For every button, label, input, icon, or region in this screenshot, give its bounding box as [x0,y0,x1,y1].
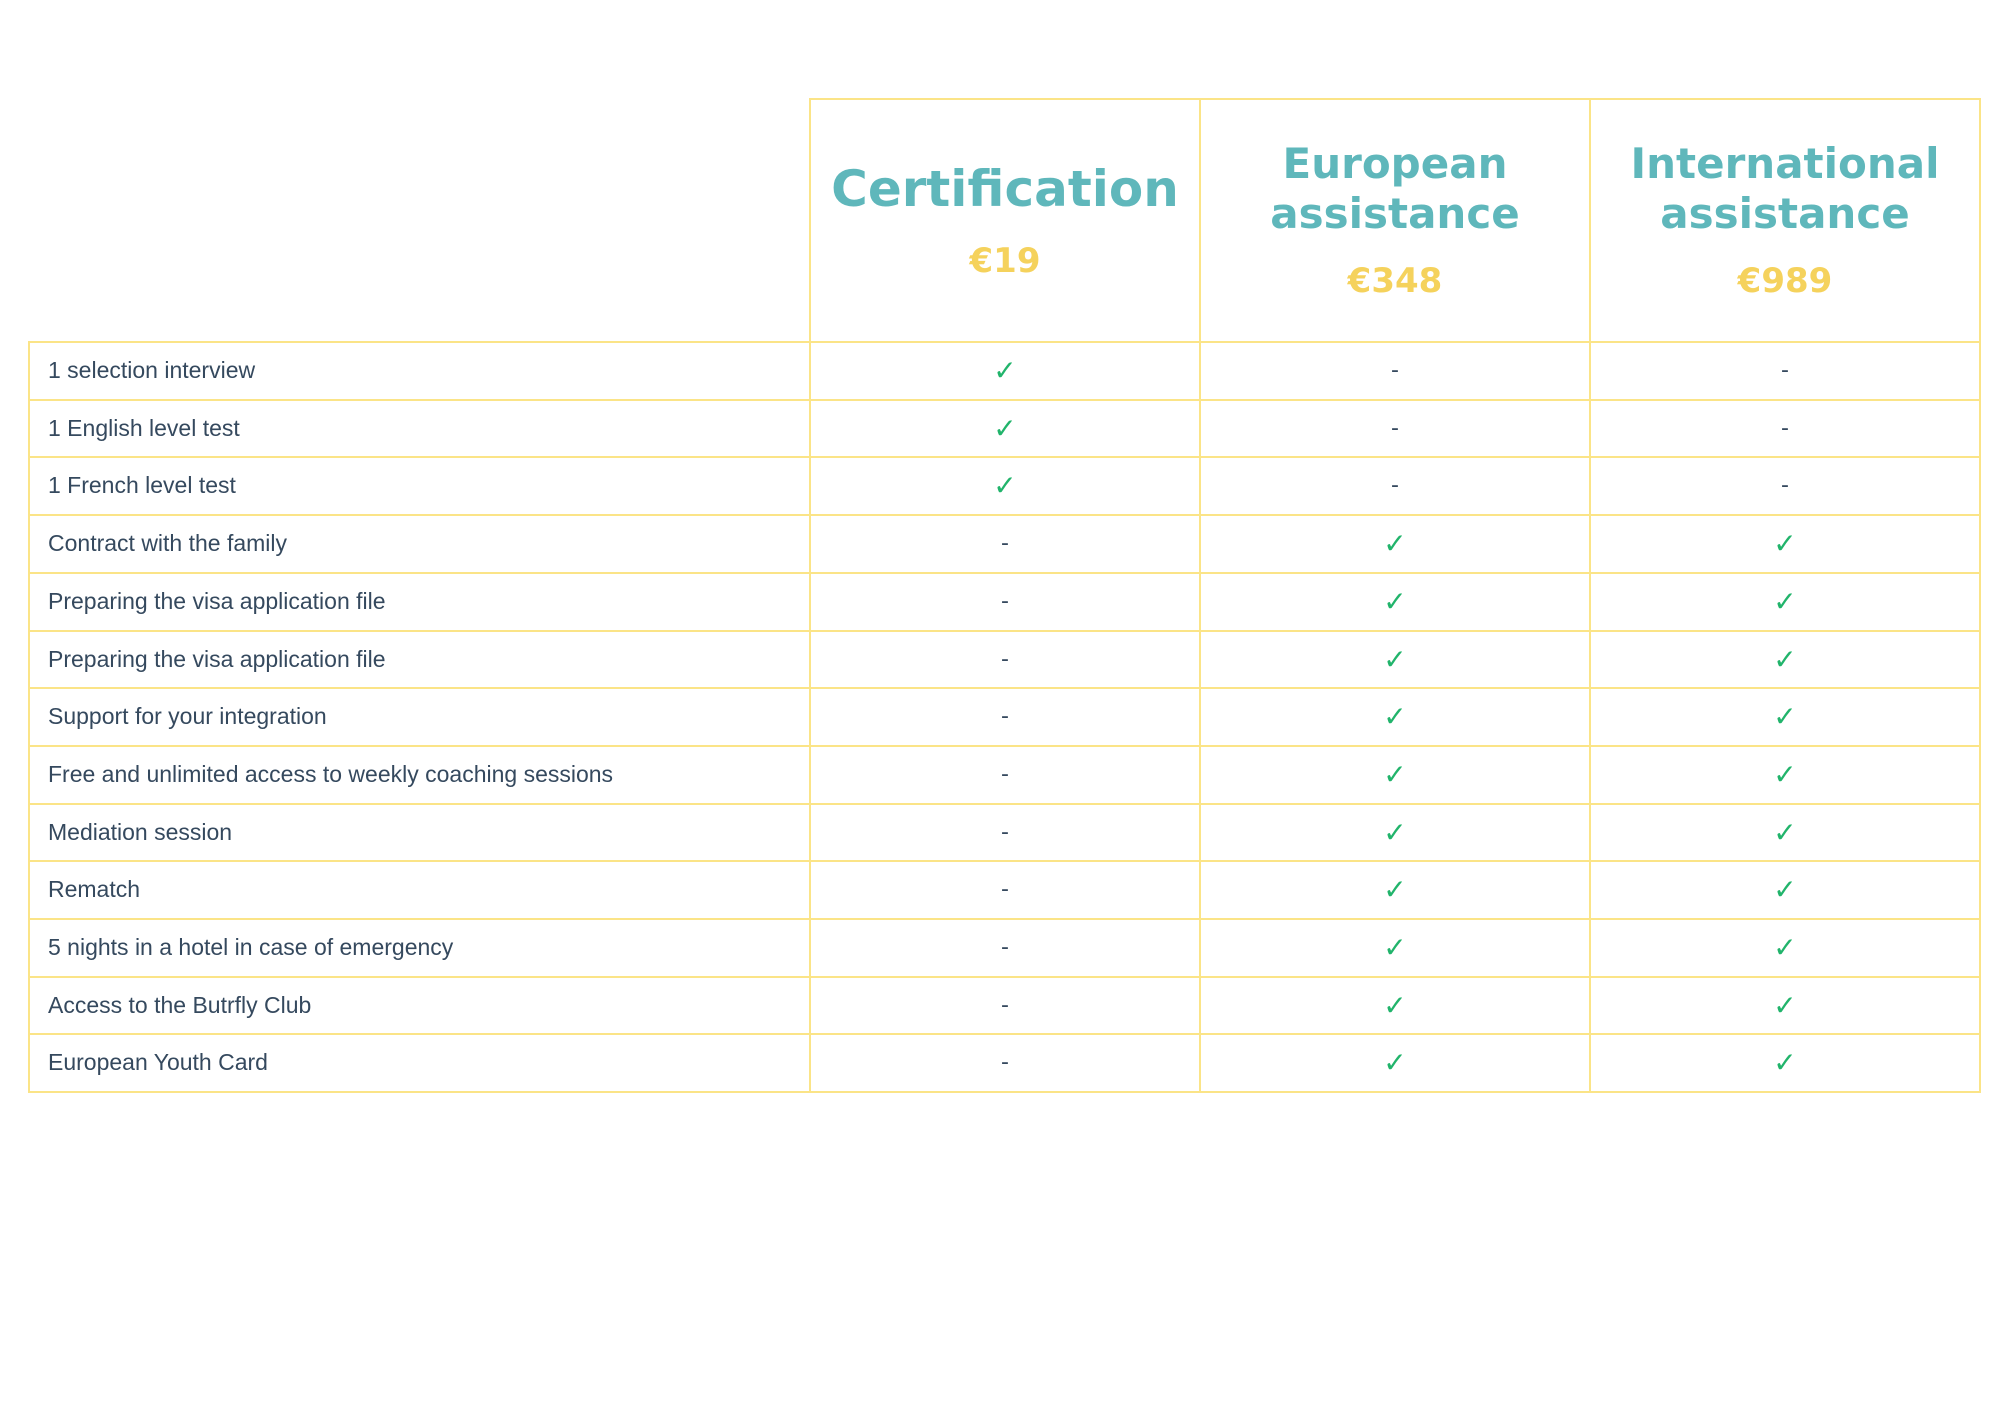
table-row [28,919,1980,976]
check-mark-icon [1200,631,1590,688]
check-mark-icon [1200,1034,1590,1091]
grid-line-col-0 [809,98,811,1093]
grid-line-row [28,860,1980,862]
grid-line-col-3 [1979,98,1981,1093]
check-mark-icon [1200,804,1590,861]
plan-price: €348 [1347,261,1443,302]
check-mark-icon [1590,631,1980,688]
check-icon: ✓ [1773,873,1797,907]
dash-text: - [1001,531,1009,557]
check-icon: ✓ [1773,757,1797,791]
dash-mark [1200,400,1590,457]
check-mark-icon [1200,977,1590,1034]
check-icon: ✓ [1773,584,1797,618]
feature-label: 5 nights in a hotel in case of emergency [48,934,454,960]
dash-text: - [1001,819,1009,845]
grid-line-left [28,341,30,1092]
plan-name: Certification [831,160,1179,218]
check-mark-icon [1590,688,1980,745]
table-row [28,688,1980,745]
feature-label: Preparing the visa application file [48,587,386,614]
check-mark-icon [1200,515,1590,572]
grid-line-row [28,399,1980,401]
feature-label: Free and unlimited access to weekly coaching sessions [48,760,614,787]
check-icon: ✓ [1383,931,1407,964]
dash-text: - [1001,992,1009,1018]
check-icon: ✓ [1383,873,1407,907]
check-icon: ✓ [1773,931,1797,964]
check-icon: ✓ [1383,527,1407,561]
check-mark-icon [1200,573,1590,630]
check-mark-icon [1590,746,1980,803]
grid-line-row [28,745,1980,747]
check-icon: ✓ [1383,584,1407,618]
check-mark-icon [1590,804,1980,861]
dash-mark [810,515,1200,572]
check-icon: ✓ [1383,642,1407,676]
check-icon: ✓ [1773,700,1797,734]
grid-line-row [28,918,1980,920]
check-mark-icon [1590,977,1980,1034]
check-mark-icon [1590,515,1980,572]
dash-mark [1200,457,1590,514]
check-mark-icon [1590,861,1980,918]
check-icon: ✓ [1383,757,1407,791]
grid-line-row [28,976,1980,978]
dash-mark [810,688,1200,745]
feature-label: Support for your integration [48,703,327,730]
check-icon: ✓ [993,354,1017,387]
check-icon: ✓ [1773,1046,1797,1080]
check-icon: ✓ [1383,988,1407,1022]
check-mark-icon [810,457,1200,514]
feature-label: 1 English level test [48,414,240,441]
dash-mark [810,573,1200,630]
check-mark-icon [1590,573,1980,630]
dash-text: - [1391,358,1399,383]
dash-mark [810,804,1200,861]
plan-header-1 [810,100,1200,340]
check-mark-icon [1200,688,1590,745]
check-icon: ✓ [1773,527,1797,561]
check-mark-icon [1590,919,1980,976]
check-mark-icon [1200,919,1590,976]
dash-text: - [1781,358,1789,383]
feature-label: Preparing the visa application file [48,645,386,672]
grid-line-header-top [810,98,1980,100]
feature-label: Contract with the family [48,530,288,557]
plan-header-3 [1590,100,1980,340]
dash-mark [1590,400,1980,457]
dash-mark [810,631,1200,688]
table-row [28,861,1980,918]
dash-text: - [1001,1050,1009,1076]
dash-mark [1590,457,1980,514]
grid-line-row [28,514,1980,516]
check-icon: ✓ [1773,815,1797,849]
dash-text: - [1001,646,1009,672]
check-mark-icon [1200,746,1590,803]
grid-line-row [28,1033,1980,1035]
plan-header-2 [1200,100,1590,340]
dash-mark [810,919,1200,976]
feature-label: 1 selection interview [48,357,256,383]
grid-line-row [28,1091,1980,1093]
grid-line-row [28,803,1980,805]
table-row [28,804,1980,861]
feature-label: Rematch [48,876,141,903]
check-mark-icon [1200,861,1590,918]
grid-line-col-2 [1589,98,1591,1093]
table-row [28,400,1980,457]
table-row [28,573,1980,630]
dash-text: - [1781,473,1789,499]
check-icon: ✓ [1383,1046,1407,1080]
check-icon: ✓ [993,469,1017,503]
check-icon: ✓ [1383,700,1407,734]
plan-price: €19 [969,241,1041,281]
dash-text: - [1001,761,1009,787]
table-row [28,457,1980,514]
dash-text: - [1001,935,1009,960]
table-row [28,1034,1980,1091]
feature-label: Access to the Butrfly Club [48,991,312,1018]
dash-text: - [1001,877,1009,903]
dash-text: - [1781,415,1789,441]
dash-mark [810,1034,1200,1091]
plan-price: €989 [1737,261,1833,302]
dash-text: - [1391,415,1399,441]
table-row [28,746,1980,803]
check-icon: ✓ [1383,815,1407,849]
grid-line-row [28,572,1980,574]
feature-label: 1 French level test [48,472,236,499]
grid-line-row [28,630,1980,632]
dash-text: - [1391,473,1399,499]
dash-mark [1200,342,1590,399]
table-row [28,342,1980,399]
dash-text: - [1001,704,1009,730]
check-icon: ✓ [1773,988,1797,1022]
dash-mark [1590,342,1980,399]
plan-name: European assistance [1270,138,1520,238]
feature-label: Mediation session [48,818,233,845]
grid-line-row [28,687,1980,689]
grid-line-col-1 [1199,98,1201,1093]
check-mark-icon [810,342,1200,399]
table-row [28,631,1980,688]
plan-name: International assistance [1630,138,1940,238]
check-mark-icon [1590,1034,1980,1091]
check-icon: ✓ [1773,642,1797,676]
table-row [28,515,1980,572]
grid-line-row [28,341,1980,343]
check-mark-icon [810,400,1200,457]
dash-mark [810,746,1200,803]
feature-label: European Youth Card [48,1049,268,1076]
table-row [28,977,1980,1034]
dash-text: - [1001,588,1009,614]
dash-mark [810,861,1200,918]
dash-mark [810,977,1200,1034]
grid-line-row [28,456,1980,458]
check-icon: ✓ [993,411,1017,445]
